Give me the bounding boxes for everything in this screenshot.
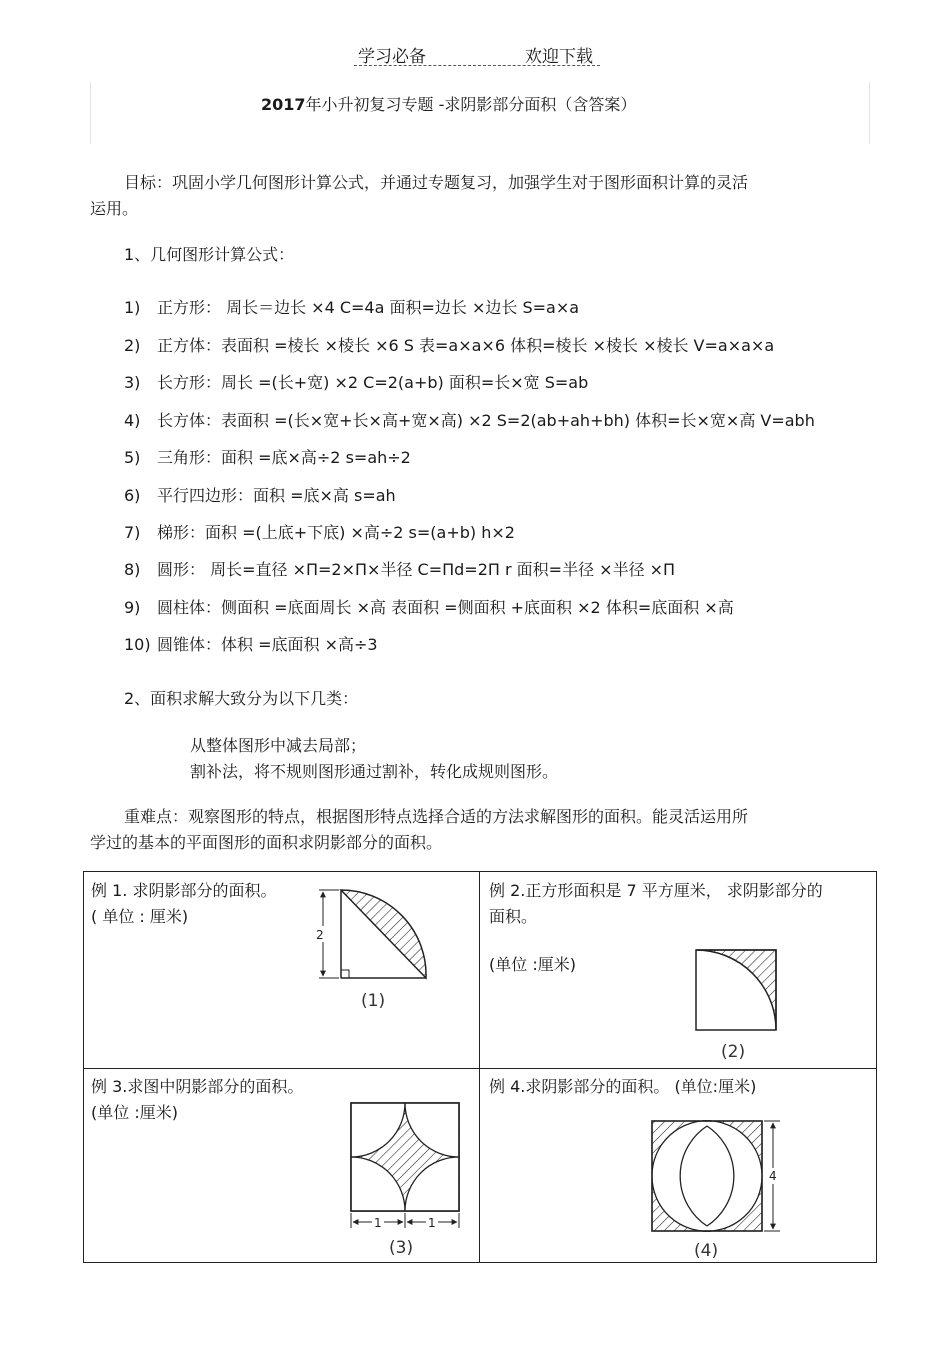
figure-label: (1): [361, 991, 386, 1011]
title-text: 年小升初复习专题 -求阴影部分面积（含答案）: [305, 95, 637, 114]
formula-item: 5) 三角形：面积 =底×高÷2 s=ah÷2: [124, 448, 411, 467]
section-1-heading: 1、几何图形计算公式：: [124, 245, 295, 264]
example-2-title: 例 2.正方形面积是 7 平方厘米， 求阴影部分的: [489, 881, 823, 900]
shaded-region: [341, 890, 426, 978]
example-2-figure: [684, 942, 794, 1067]
example-3-title: 例 3.求图中阴影部分的面积。: [91, 1077, 304, 1096]
figure-label: (3): [389, 1238, 414, 1258]
left-margin-line: [90, 82, 91, 144]
formula-item: 6) 平行四边形：面积 =底×高 s=ah: [124, 486, 396, 505]
example-2-title-cont: 面积。: [489, 907, 538, 926]
dimension-label-right: 1: [428, 1216, 436, 1230]
formula-item: 10) 圆锥体：体积 =底面积 ×高÷3: [124, 635, 378, 654]
semicircle-arc: [680, 1126, 707, 1226]
formula-item: 9) 圆柱体：侧面积 =底面周长 ×高 表面积 =侧面积 +底面积 ×2 体积=底面积 ×高: [124, 598, 734, 617]
formula-item: 3) 长方形：周长 =(长+宽) ×2 C=2(a+b) 面积=长×宽 S=ab: [124, 373, 589, 392]
example-4-title: 例 4.求阴影部分的面积。 (单位:厘米): [489, 1077, 757, 1096]
key-point-line-1: 重难点：观察图形的特点，根据图形特点选择合适的方法求解图形的面积。能灵活运用所: [124, 807, 749, 826]
examples-table: [83, 871, 877, 1263]
table-divider-horizontal: [84, 1068, 876, 1069]
goal-line-2: 运用。: [90, 199, 139, 218]
right-margin-line: [869, 82, 870, 144]
header-right-text: 欢迎下载: [525, 47, 593, 67]
method-item: 割补法，将不规则图形通过割补，转化成规则图形。: [190, 762, 559, 781]
section-2-heading: 2、面积求解大致分为以下几类：: [124, 689, 359, 708]
example-1-title: 例 1. 求阴影部分的面积。: [91, 881, 277, 900]
dimension-label: 2: [316, 928, 324, 942]
example-4-figure: [644, 1112, 794, 1262]
title-year: 2017: [261, 95, 306, 114]
formula-item: 8) 圆形： 周长=直径 ×Π=2×Π×半径 C=Πd=2Π r 面积=半径 ×半径 ×Π: [124, 560, 676, 579]
example-3-figure: [342, 1097, 467, 1262]
page-title: [261, 92, 636, 115]
formula-item: 1) 正方形： 周长＝边长 ×4 C=4a 面积=边长 ×边长 S=a×a: [124, 298, 580, 317]
example-1-unit: ( 单位 : 厘米): [91, 907, 189, 926]
formula-item: 7) 梯形：面积 =(上底+下底) ×高÷2 s=(a+b) h×2: [124, 523, 515, 542]
header-left-text: 学习必备: [358, 47, 426, 67]
key-point-line-2: 学过的基本的平面图形的面积求阴影部分的面积。: [90, 833, 443, 852]
example-1-figure: [309, 882, 444, 1012]
right-angle-mark: [341, 970, 349, 978]
example-2-unit: (单位 :厘米): [489, 955, 576, 974]
header-divider: [354, 65, 600, 66]
shaded-region: [696, 950, 776, 1030]
formula-item: 4) 长方体：表面积 =(长×宽+长×高+宽×高) ×2 S=2(ab+ah+bh) 体积=长×宽×高 V=abh: [124, 411, 815, 430]
table-divider-vertical: [479, 872, 480, 1262]
dimension-label-left: 1: [374, 1216, 382, 1230]
method-item: 从整体图形中减去局部；: [190, 736, 367, 755]
semicircle-arc: [707, 1126, 734, 1226]
goal-line-1: 目标：巩固小学几何图形计算公式，并通过专题复习，加强学生对于图形面积计算的灵活: [124, 173, 749, 192]
figure-label: (2): [721, 1042, 746, 1062]
rectangle-outline: [652, 1121, 762, 1231]
formula-item: 2) 正方体：表面积 =棱长 ×棱长 ×6 S 表=a×a×6 体积=棱长 ×棱长 ×棱长 V=a×a×a: [124, 336, 775, 355]
dimension-label: 4: [769, 1169, 777, 1183]
figure-label: (4): [694, 1241, 719, 1261]
example-3-unit: (单位 :厘米): [91, 1103, 178, 1122]
